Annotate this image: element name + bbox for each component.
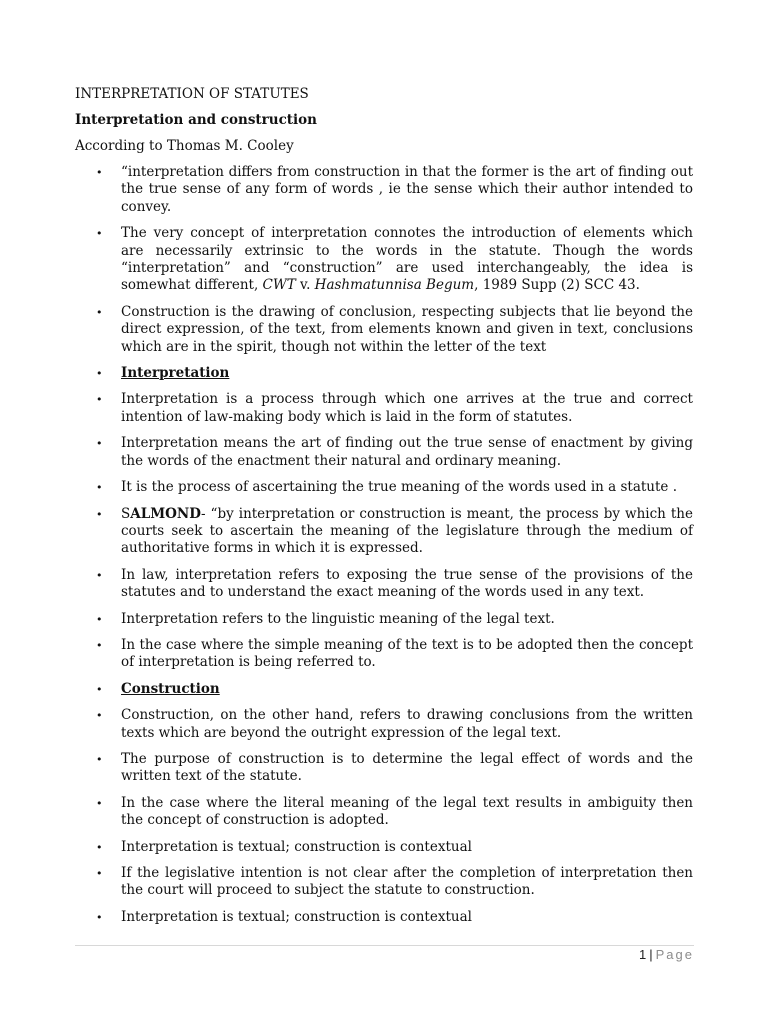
list-item <box>75 839 693 856</box>
list-item <box>75 611 693 628</box>
bullet-icon: • <box>96 305 103 319</box>
author-name: ALMOND <box>130 505 201 522</box>
footer-divider <box>75 945 694 946</box>
bullet-icon: • <box>96 568 103 582</box>
bullet-icon: • <box>96 709 103 723</box>
list-item <box>75 304 693 356</box>
bullet-icon: • <box>96 910 103 924</box>
item-text: “interpretation differs from construction in that the former is the art of finding out the true sense of any form of words , ie the sense which their author intended to convey. <box>121 164 693 215</box>
item-text: The purpose of construction is to determine the legal effect of words and the written text of the statute. <box>121 750 693 785</box>
case-name: CWT <box>262 277 296 294</box>
bullet-icon: • <box>96 682 103 696</box>
subheading-construction: Construction <box>121 680 220 697</box>
bullet-icon: • <box>96 367 103 381</box>
bullet-icon: • <box>96 166 103 179</box>
item-text: If the legislative intention is not clear after the completion of interpretation then the court will proceed to subject the statute to construction. <box>121 865 693 899</box>
bullet-icon: • <box>96 752 103 766</box>
item-text: S <box>121 505 131 522</box>
item-text: Interpretation is textual; construction is contextual <box>121 838 472 855</box>
page-label: Page <box>655 947 694 962</box>
page-number: 1 <box>639 947 647 962</box>
bullet-icon: • <box>96 481 103 495</box>
list-item <box>75 865 693 900</box>
item-text: The very concept of interpretation connotes the introduction of elements which are necessarily extrinsic to the words in the statute. Though the words “interpretation” and “construction” are used interchangeably, the idea is somewhat different, <box>121 225 693 294</box>
list-item <box>75 225 693 295</box>
case-name: Hashmatunnisa Begum <box>314 277 475 294</box>
list-item <box>75 479 693 496</box>
list-item <box>75 435 693 470</box>
bullet-icon: • <box>96 638 103 652</box>
item-text: Interpretation refers to the linguistic meaning of the legal text. <box>121 610 555 627</box>
subheading-interpretation: Interpretation <box>121 365 230 382</box>
item-text: Interpretation means the art of finding out the true sense of enactment by giving the words of the enactment their natural and ordinary meaning. <box>121 435 693 469</box>
item-text: In the case where the literal meaning of the legal text results in ambiguity then the concept of construction is adopted. <box>121 794 693 829</box>
footer-separator: | <box>649 947 653 962</box>
item-text: - “by interpretation or construction is meant, the process by which the courts seek to ascertain the meaning of the legislature through the medium of authoritative forms in which it is expressed. <box>121 505 693 557</box>
list-item <box>75 391 693 426</box>
bullet-icon: • <box>96 612 103 626</box>
item-text: v. <box>295 277 315 294</box>
section-heading: Interpretation and construction <box>75 112 317 128</box>
bullet-icon: • <box>96 227 103 241</box>
list-item <box>75 365 693 382</box>
item-text: It is the process of ascertaining the true meaning of the words used in a statute . <box>121 479 677 496</box>
list-item <box>75 707 693 742</box>
item-text: Construction is the drawing of conclusion, respecting subjects that lie beyond the direct expression, of the text, from elements known and given in text, conclusions which are in the spirit, though not within the letter of the text <box>121 303 693 355</box>
list-item <box>75 795 693 830</box>
item-text: Interpretation is a process through which one arrives at the true and correct intention of law-making body which is laid in the form of statutes. <box>121 391 693 425</box>
list-item <box>75 567 693 602</box>
item-text: In law, interpretation refers to exposing the true sense of the provisions of the statutes and to understand the exact meaning of the words used in any text. <box>121 566 693 601</box>
bullet-icon: • <box>96 393 103 407</box>
page-body <box>75 86 693 935</box>
list-item <box>75 164 693 216</box>
list-item <box>75 637 693 672</box>
page-footer <box>639 947 694 962</box>
item-text: Interpretation is textual; construction is contextual <box>121 908 472 925</box>
item-text: Construction, on the other hand, refers to drawing conclusions from the written texts which are beyond the outright expression of the legal text. <box>121 707 693 741</box>
list-item <box>75 909 693 926</box>
intro-line: According to Thomas M. Cooley <box>75 138 294 154</box>
list-item <box>75 506 693 558</box>
bullet-list <box>75 164 693 926</box>
list-item <box>75 681 693 698</box>
list-item <box>75 751 693 786</box>
bullet-icon: • <box>96 437 103 451</box>
item-text: In the case where the simple meaning of the text is to be adopted then the concept of interpretation is being referred to. <box>121 636 693 671</box>
bullet-icon: • <box>96 796 103 810</box>
bullet-icon: • <box>96 507 103 521</box>
bullet-icon: • <box>96 867 103 880</box>
item-text: , 1989 Supp (2) SCC 43. <box>474 277 640 294</box>
bullet-icon: • <box>96 840 103 854</box>
document-title: INTERPRETATION OF STATUTES <box>75 86 309 102</box>
